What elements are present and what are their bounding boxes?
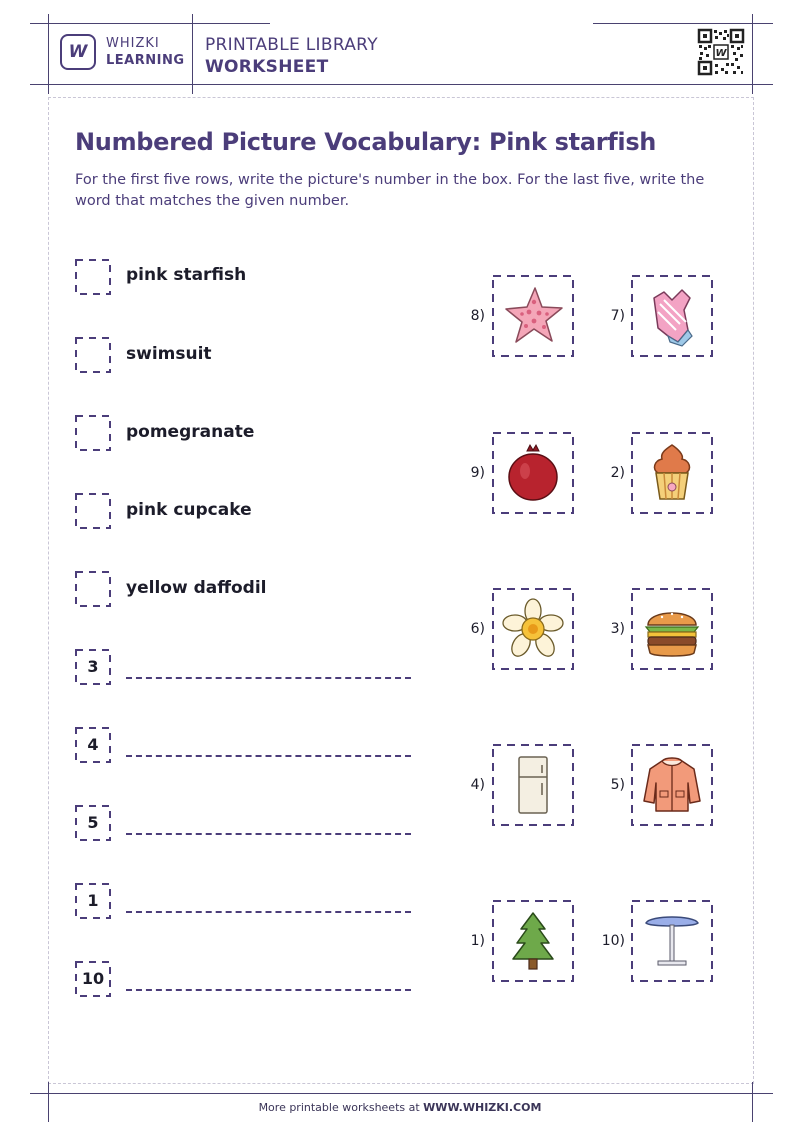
number-label: 3	[87, 657, 99, 676]
picture-number: 5)	[610, 777, 625, 793]
answer-line[interactable]	[126, 755, 411, 757]
answer-box[interactable]	[75, 415, 111, 451]
answer-line[interactable]	[126, 833, 411, 835]
picture-number: 10)	[601, 933, 625, 949]
word-row-label: yellow daffodil	[126, 578, 267, 598]
whizki-logo	[60, 34, 96, 70]
refrigerator-icon	[501, 753, 565, 817]
header-rule-left-top	[30, 23, 270, 24]
header-divider-left	[48, 14, 49, 94]
jacket-icon	[640, 753, 704, 817]
picture-number: 7)	[610, 308, 625, 324]
starfish-icon	[501, 284, 565, 348]
table-icon	[640, 909, 704, 973]
answer-box[interactable]	[75, 493, 111, 529]
picture-card	[631, 900, 713, 982]
word-row-label: pomegranate	[126, 422, 255, 442]
cupcake-icon	[640, 441, 704, 505]
picture-card	[492, 744, 574, 826]
worksheet-label: WORKSHEET	[205, 57, 329, 77]
picture-number: 3)	[610, 621, 625, 637]
qr-code-icon	[697, 28, 745, 76]
swimsuit-icon	[640, 284, 704, 348]
picture-number: 2)	[610, 465, 625, 481]
answer-line[interactable]	[126, 677, 411, 679]
answer-box[interactable]	[75, 337, 111, 373]
word-row-label: pink starfish	[126, 265, 247, 285]
picture-card	[492, 900, 574, 982]
header-divider-mid	[192, 14, 193, 94]
answer-box[interactable]	[75, 259, 111, 295]
answer-line[interactable]	[126, 989, 411, 991]
picture-card	[492, 588, 574, 670]
page-title: Numbered Picture Vocabulary: Pink starfish	[75, 128, 657, 156]
footer-site-link[interactable]: WWW.WHIZKI.COM	[423, 1101, 542, 1114]
picture-number: 8)	[470, 308, 485, 324]
answer-box[interactable]	[75, 571, 111, 607]
picture-number: 4)	[470, 777, 485, 793]
pomegranate-icon	[501, 441, 565, 505]
picture-number: 9)	[470, 465, 485, 481]
library-label: PRINTABLE LIBRARY	[205, 35, 378, 55]
instructions: For the first five rows, write the picture's number in the box. For the last five, write the word that matches the given number.	[75, 172, 705, 209]
answer-line[interactable]	[126, 911, 411, 913]
daffodil-icon	[501, 597, 565, 661]
word-row-label: swimsuit	[126, 344, 212, 364]
footer-rule	[30, 1093, 773, 1094]
picture-card	[492, 275, 574, 357]
qr-center-letter: W	[715, 48, 727, 59]
burger-icon	[640, 597, 704, 661]
header-rule-right-top	[593, 23, 773, 24]
picture-card	[631, 744, 713, 826]
number-label: 4	[87, 735, 99, 754]
picture-card	[631, 432, 713, 514]
word-row-label: pink cupcake	[126, 500, 252, 520]
footer-text	[0, 1101, 800, 1114]
number-label: 5	[87, 813, 99, 832]
footer-prefix: More printable worksheets at	[258, 1101, 424, 1114]
picture-card	[631, 588, 713, 670]
number-label: 10	[81, 969, 105, 988]
picture-number: 6)	[470, 621, 485, 637]
logo-letter: W	[68, 42, 88, 62]
brand-name-top: WHIZKI	[106, 36, 160, 51]
picture-number: 1)	[470, 933, 485, 949]
picture-card	[492, 432, 574, 514]
header-rule-bottom	[30, 84, 773, 85]
pine-tree-icon	[501, 909, 565, 973]
header-divider-right	[752, 14, 753, 94]
number-label: 1	[87, 891, 99, 910]
picture-card	[631, 275, 713, 357]
brand-name-bottom: LEARNING	[106, 53, 185, 68]
